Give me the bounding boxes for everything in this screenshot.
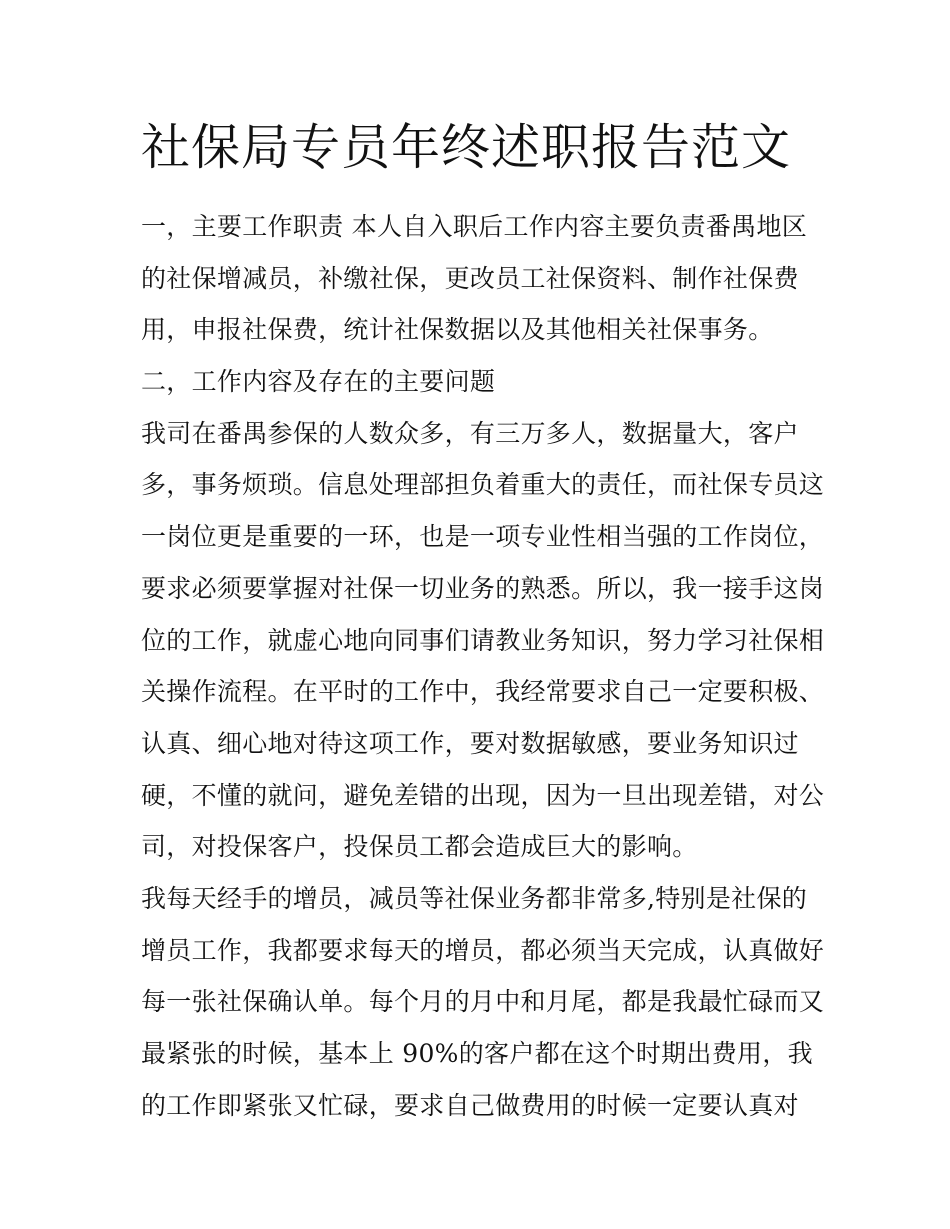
body-line: 关操作流程。在平时的工作中，我经常要求自己一定要积极、 [141, 677, 825, 707]
body-line: 认真、细心地对待这项工作，要对数据敏感，要业务知识过 [141, 728, 799, 758]
body-line: 要求必须要掌握对社保一切业务的熟悉。所以，我一接手这岗 [141, 573, 825, 603]
body-line: 我司在番禺参保的人数众多，有三万多人，数据量大，客户 [141, 418, 799, 448]
body-line: 的工作即紧张又忙碌，要求自己做费用的时候一定要认真对 [141, 1090, 799, 1120]
body-line: 的社保增减员，补缴社保，更改员工社保资料、制作社保费 [141, 263, 799, 293]
section-heading: 二，工作内容及存在的主要问题 [141, 367, 496, 397]
body-line: 最紧张的时候，基本上 90%的客户都在这个时期出费用，我 [141, 1039, 813, 1068]
body-line: 增员工作，我都要求每天的增员，都必须当天完成，认真做好 [141, 935, 825, 965]
document-page [141, 118, 825, 1131]
document-title: 社保局专员年终述职报告范文 [141, 119, 792, 176]
body-line: 一岗位更是重要的一环，也是一项专业性相当强的工作岗位， [141, 522, 825, 552]
body-line: 司，对投保客户，投保员工都会造成巨大的影响。 [141, 832, 698, 862]
body-line: 硬，不懂的就问，避免差错的出现，因为一旦出现差错，对公 [141, 780, 825, 810]
body-line: 一，主要工作职责 本人自入职后工作内容主要负责番禺地区 [141, 212, 808, 241]
body-line: 每一张社保确认单。每个月的月中和月尾，都是我最忙碌而又 [141, 987, 825, 1017]
document-body [141, 201, 825, 1131]
body-line: 我每天经手的增员，减员等社保业务都非常多,特别是社保的 [141, 883, 808, 913]
body-line: 多，事务烦琐。信息处理部担负着重大的责任，而社保专员这 [141, 470, 825, 500]
body-line: 位的工作，就虚心地向同事们请教业务知识，努力学习社保相 [141, 625, 825, 655]
body-line: 用，申报社保费，统计社保数据以及其他相关社保事务。 [141, 315, 774, 345]
